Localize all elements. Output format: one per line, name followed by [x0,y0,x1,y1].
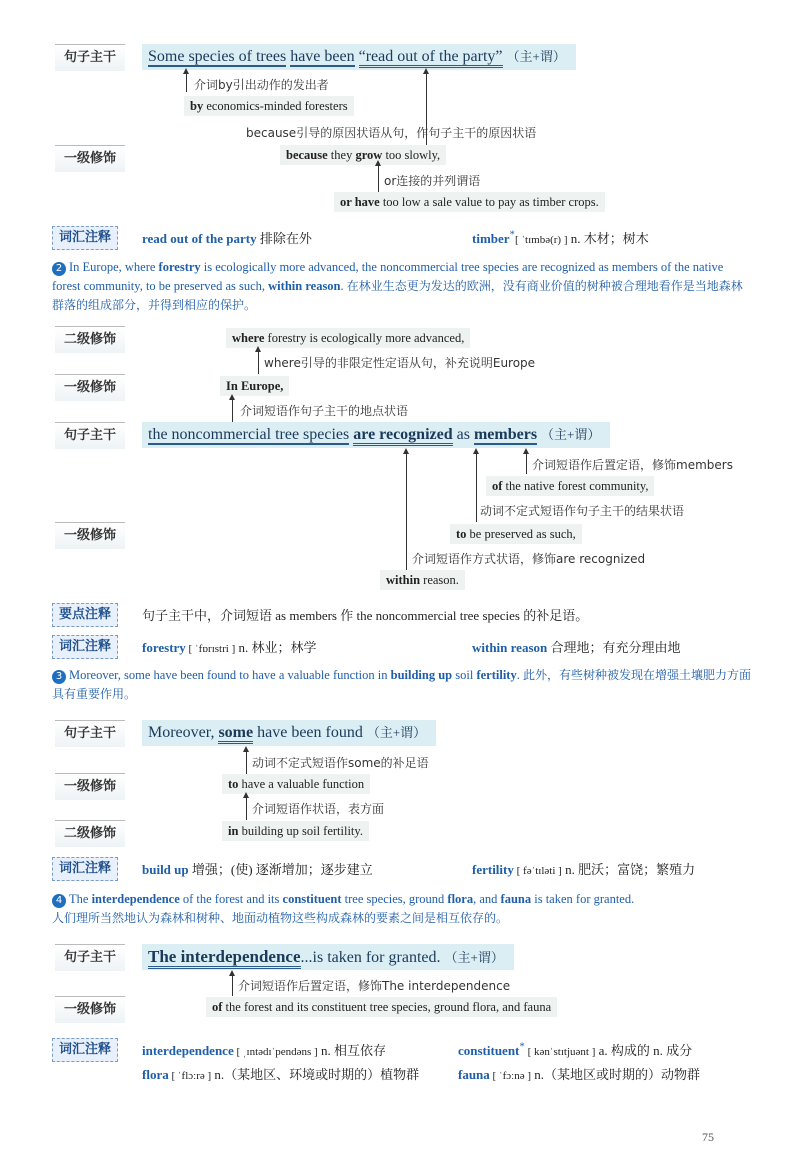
arrow [526,452,527,474]
vocab-item: read out of the party 排除在外 [142,231,312,246]
label-mod1: 一级修饰 [55,145,125,172]
vocab-item: timber*[ ˈtɪmbə(r) ] n. 木材；树木 [472,228,649,246]
arrow [378,164,379,192]
arrow [246,750,247,774]
modifier-phrase: In Europe, [220,376,289,396]
vocab-item: within reason 合理地；有充分理由地 [472,640,681,655]
predicate-quote: “read out of the party” [359,48,503,68]
arrow [258,350,259,374]
number-badge: 3 [52,670,66,684]
page-number: 75 [702,1130,714,1144]
clause-tag: （主+谓） [444,950,504,965]
annotation: 介词短语作后置定语，修饰members [532,458,733,472]
annotation: 介词by引出动作的发出者 [194,78,329,92]
annotation: 动词不定式短语作some的补足语 [252,756,429,770]
label-main: 句子主干 [55,944,125,971]
label-mod2: 二级修饰 [55,820,125,847]
modifier-phrase: of the native forest community, [486,476,654,496]
label-mod1: 一级修饰 [55,996,125,1023]
annotation: 介词短语作句子主干的地点状语 [240,404,409,418]
predicate: ...is taken for granted. [300,949,441,966]
label-mod1: 一级修饰 [55,773,125,800]
main-clause [142,44,576,70]
annotation: 动词不定式短语作句子主干的结果状语 [480,504,685,518]
vocab-item: forestry [ ˈfɒrɪstri ] n. 林业；林学 [142,640,317,655]
predicate: are recognized [353,426,452,446]
modifier-phrase: of the forest and its constituent tree species, ground flora, and fauna [206,997,557,1017]
arrow [232,974,233,996]
label-main: 句子主干 [55,44,125,71]
number-badge: 2 [52,262,66,276]
annotation: where引导的非限定性定语从句，补充说明Europe [264,356,536,370]
annotation: because引导的原因状语从句，作句子主干的原因状语 [246,126,537,140]
vocab-tag: 词汇注释 [52,226,118,250]
modifier-phrase: to have a valuable function [222,774,370,794]
modifier-phrase: to be preserved as such, [450,524,582,544]
modifier-phrase: in building up soil fertility. [222,821,369,841]
paragraph-3: 3 Moreover, some have been found to have a valuable function in building up soil fertility. 此外，有些树种被发现在增强土壤肥力方面具有重要作用。 [52,668,751,701]
vocab-tag: 词汇注释 [52,857,118,881]
vocab-item: constituent* [ kənˈstɪtjuənt ] a. 构成的 n. 成分 [458,1040,693,1058]
main-clause [142,944,514,970]
vocab-item: interdependence [ ˌɪntədɪˈpendəns ] n. 相互依存 [142,1043,386,1058]
vocab-item: build up 增强；(使) 逐渐增加；逐步建立 [142,862,373,877]
arrow [246,796,247,820]
paragraph-2: 2 In Europe, where forestry is ecologically more advanced, the noncommercial tree species are recognized as members of the native forest community, to be preserved as such, within reason. 在林业生态更为发达的欧洲，没有商业价值的树种被合理地看作是当地森林群落的组成部分，并得到相应的保护。 [52,260,743,312]
predicate: have been found [253,724,363,741]
key-note: 句子主干中，介词短语 as members 作 the noncommercial tree species 的补足语。 [142,608,589,623]
label-mod2: 二级修饰 [55,326,125,353]
label-main: 句子主干 [55,422,125,449]
vocab-item: fertility [ fəˈtɪləti ] n. 肥沃；富饶；繁殖力 [472,862,696,877]
vocab-tag: 词汇注释 [52,635,118,659]
annotation: 介词短语作状语，表方面 [252,802,385,816]
label-main: 句子主干 [55,720,125,747]
vocab-tag: 词汇注释 [52,1038,118,1062]
modifier-phrase: by economics-minded foresters [184,96,354,116]
annotation: 介词短语作后置定语，修饰The interdependence [238,979,511,993]
label-mod1: 一级修饰 [55,374,125,401]
main-clause: the noncommercial tree species are recognized as members （主+谓） [142,422,610,448]
modifier-phrase: within reason. [380,570,465,590]
arrow [406,452,407,570]
clause-tag: （主+谓） [541,427,601,442]
vocab-item: fauna [ ˈfɔːnə ] n.（某地区或时期的）动物群 [458,1067,701,1082]
subject: Some species of trees [148,48,287,65]
subject: some [218,724,253,744]
subject: The interdependence [148,947,301,969]
clause-tag: （主+谓） [366,725,427,740]
label-mod1: 一级修饰 [55,522,125,549]
arrow [232,398,233,422]
number-badge: 4 [52,894,66,908]
arrow [186,72,187,92]
main-clause: Moreover, some have been found （主+谓） [142,720,436,746]
key-tag: 要点注释 [52,603,118,627]
annotation: 介词短语作方式状语，修饰are recognized [412,552,646,566]
modifier-phrase: or have too low a sale value to pay as timber crops. [334,192,605,212]
predicate: have been [290,48,355,65]
clause-tag: （主+谓） [506,49,566,64]
subject: the noncommercial tree species [148,426,350,443]
vocab-item: flora [ ˈflɔːrə ] n.（某地区、环境或时期的）植物群 [142,1067,420,1082]
arrow [476,452,477,522]
complement: members [473,426,538,443]
paragraph-4: 4 The interdependence of the forest and its constituent tree species, ground flora, and fauna is taken for granted. 人们理所当然地认为森林和树种、地面动植物这些构成森林的要素之间是相互依存的。 [52,892,635,925]
modifier-phrase: where forestry is ecologically more advanced, [226,328,470,348]
modifier-phrase: because they grow too slowly, [280,145,446,165]
annotation: or连接的并列谓语 [384,174,481,188]
